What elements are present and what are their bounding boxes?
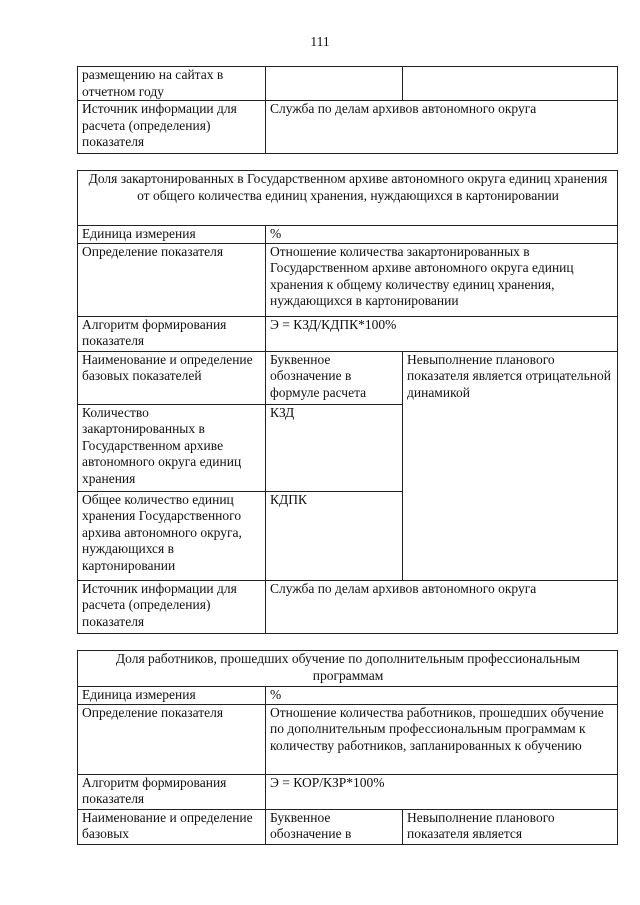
table3-unit-label: Единица измерения bbox=[78, 687, 266, 705]
table2-source-value: Служба по делам архивов автономного округа bbox=[266, 580, 618, 633]
table2-note: Невыполнение планового показателя является отрицательной динамикой bbox=[403, 351, 618, 580]
table-2 bbox=[77, 170, 618, 634]
table3-definition-label: Определение показателя bbox=[78, 704, 266, 774]
table2-item2-code: КДПК bbox=[266, 491, 403, 580]
page-number: 111 bbox=[310, 34, 330, 49]
table2-algorithm-label: Алгоритм формирования показателя bbox=[78, 316, 266, 351]
table1-source-label: Источник информации для расчета (определения) показателя bbox=[78, 101, 266, 154]
table1-row1-extra bbox=[403, 67, 618, 101]
table2-item1-label: Количество закартонированных в Государственном архиве автономного округа единиц хранения bbox=[78, 404, 266, 491]
table2-title: Доля закартонированных в Государственном архиве автономного округа единиц хранения от общего количества единиц хранения, нуждающихся в картонировании bbox=[78, 171, 618, 226]
table-1 bbox=[77, 66, 618, 154]
table-3 bbox=[77, 650, 618, 845]
table2-algorithm-value: Э = КЗД/КДПК*100% bbox=[266, 316, 618, 351]
table1-row1-label: размещению на сайтах в отчетном году bbox=[78, 67, 266, 101]
table2-base-label: Наименование и определение базовых показателей bbox=[78, 351, 266, 404]
table2-source-label: Источник информации для расчета (определения) показателя bbox=[78, 580, 266, 633]
table3-definition-value: Отношение количества работников, прошедших обучение по дополнительным профессиональным программам к количеству работников, запланированных к обучению bbox=[266, 704, 618, 774]
table3-algorithm-value: Э = КОР/КЗР*100% bbox=[266, 774, 618, 809]
table2-letter-label: Буквенное обозначение в формуле расчета bbox=[266, 351, 403, 404]
table3-title: Доля работников, прошедших обучение по дополнительным профессиональным программам bbox=[78, 651, 618, 687]
table3-letter-label: Буквенное обозначение в bbox=[266, 809, 403, 844]
table1-source-value: Служба по делам архивов автономного округа bbox=[266, 101, 618, 154]
table3-unit-value: % bbox=[266, 687, 618, 705]
table3-algorithm-label: Алгоритм формирования показателя bbox=[78, 774, 266, 809]
table3-note: Невыполнение планового показателя является bbox=[403, 809, 618, 844]
table3-base-label: Наименование и определение базовых bbox=[78, 809, 266, 844]
table2-definition-label: Определение показателя bbox=[78, 243, 266, 316]
table2-unit-value: % bbox=[266, 226, 618, 244]
table2-unit-label: Единица измерения bbox=[78, 226, 266, 244]
table2-item2-label: Общее количество единиц хранения Государственного архива автономного округа, нуждающихся в картонировании bbox=[78, 491, 266, 580]
table2-definition-value: Отношение количества закартонированных в Государственном архиве автономного округа единиц хранения к общему количеству единиц хранения, нуждающихся в картонировании bbox=[266, 243, 618, 316]
table1-row1-value bbox=[266, 67, 403, 101]
table2-item1-code: КЗД bbox=[266, 404, 403, 491]
